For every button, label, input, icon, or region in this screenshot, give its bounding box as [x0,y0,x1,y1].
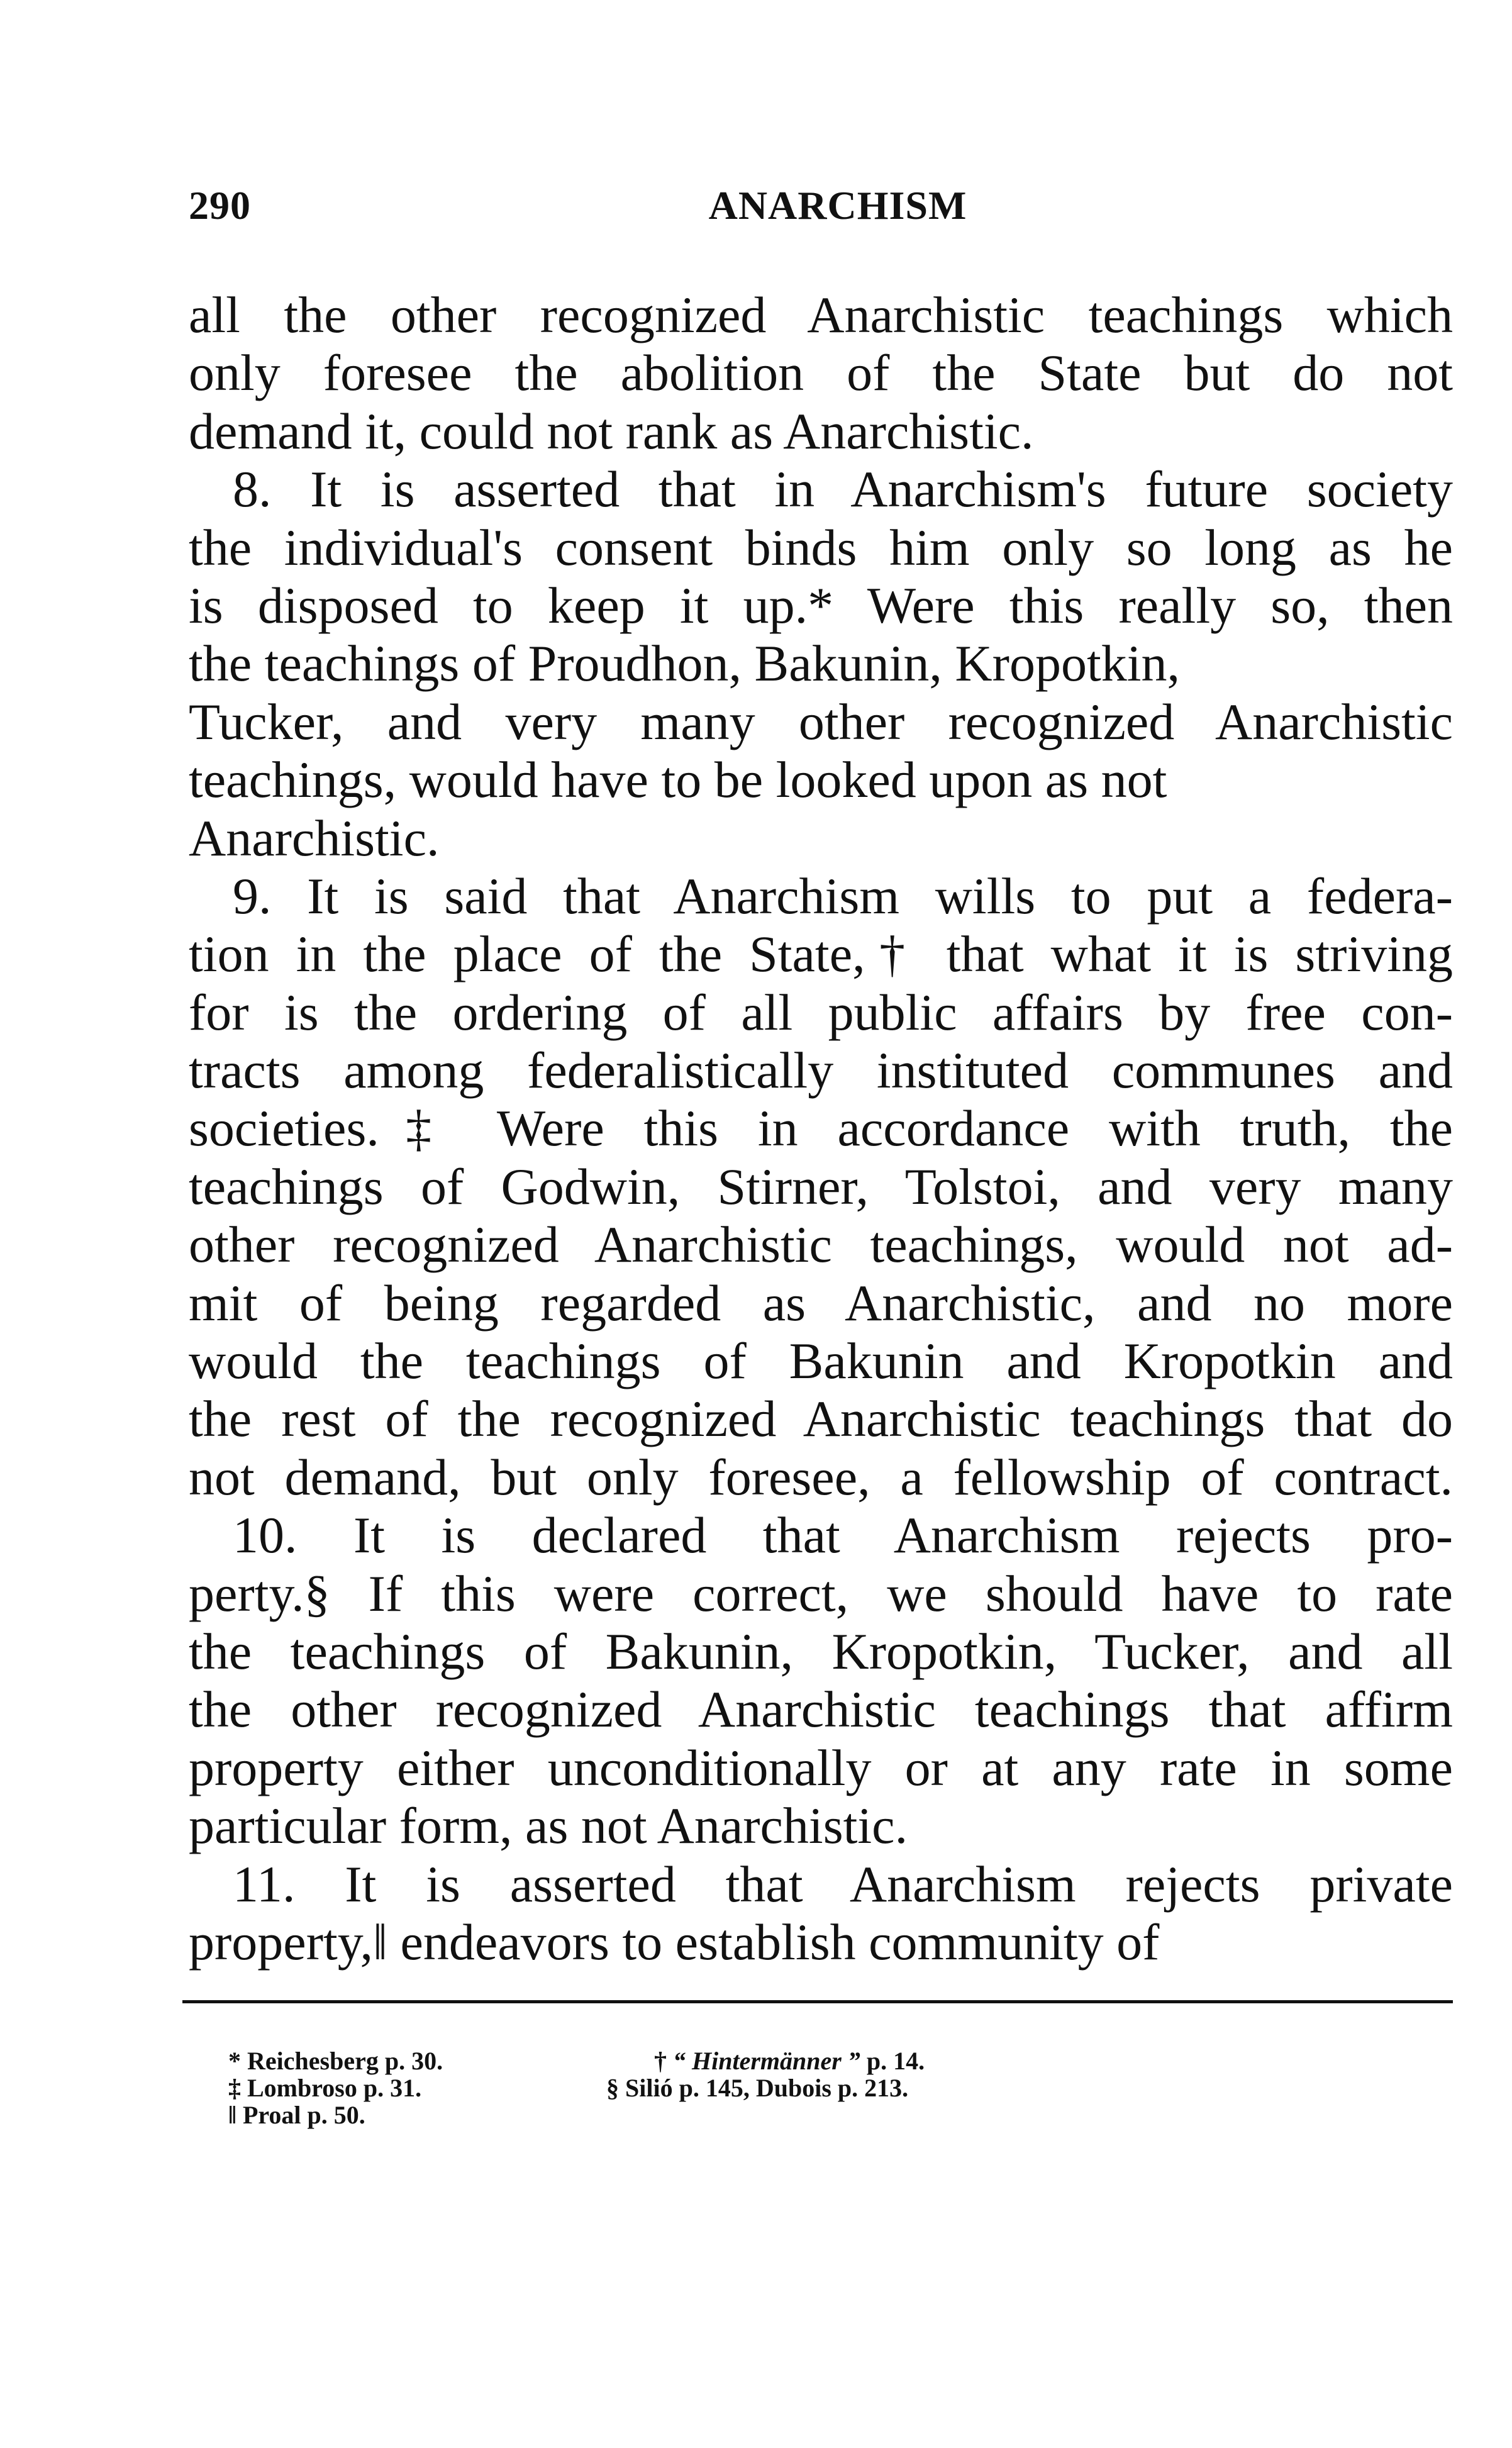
footnote-section: § Silió p. 145, Dubois p. 213. [606,2074,909,2102]
footnote-parallel: ‖ Proal p. 50. [228,2101,365,2129]
text-line: perty.§ If this were correct, we should have to rate [189,1564,1453,1622]
paragraph-9-start: 9. It is said that Anarchism wills to put a federa- [233,867,1453,925]
running-title: ANARCHISM [708,183,967,228]
text-line: property either unconditionally or at any rate in some [189,1739,1453,1796]
text-line: teachings of Godwin, Stirner, Tolstoi, and very many [189,1157,1453,1215]
text-line: not demand, but only foresee, a fellowship of contract. [189,1448,1453,1506]
text-line: the individual's consent binds him only so long as he [189,518,1453,576]
text-line: Anarchistic. [189,809,440,867]
text-line: the teachings of Proudhon, Bakunin, Kropotkin, [189,635,1181,693]
text-line: teachings, would have to be looked upon as not [189,751,1167,809]
text-line: Tucker, and very many other recognized Anarchistic [189,693,1453,750]
paragraph-8-start: 8. It is asserted that in Anarchism's future society [233,460,1453,518]
body-text [189,286,1453,1971]
footnote-rule [182,2000,1453,2003]
footnote-double-dagger: ‡ Lombroso p. 31. [228,2074,422,2102]
text-line: all the other recognized Anarchistic teachings which [189,286,1453,343]
text-line: the rest of the recognized Anarchistic teachings that do [189,1390,1453,1448]
footnote-dagger [654,2047,925,2074]
page-number: 290 [189,183,251,228]
paragraph-10-start: 10. It is declared that Anarchism rejects pro- [233,1506,1453,1564]
text-line: mit of being regarded as Anarchistic, and no more [189,1274,1453,1332]
text-line: other recognized Anarchistic teachings, would not ad- [189,1216,1453,1274]
dagger-mark: † [654,2047,667,2075]
text-line: only foresee the abolition of the State but do not [189,344,1453,402]
text-line: societies.‡ Were this in accordance with truth, the [189,1099,1453,1157]
paragraph-11-start: 11. It is asserted that Anarchism rejects private [233,1855,1453,1913]
text-line: is disposed to keep it up.* Were this really so, then [189,576,1453,634]
dagger-title: “ Hintermänner ” [673,2047,860,2075]
text-line: for is the ordering of all public affairs by free con- [189,983,1453,1041]
text-line: demand it, could not rank as Anarchistic. [189,402,1034,460]
text-line: the other recognized Anarchistic teachings that affirm [189,1681,1453,1739]
text-line: the teachings of Bakunin, Kropotkin, Tucker, and all [189,1622,1453,1680]
footnote-star: * Reichesberg p. 30. [228,2047,443,2075]
text-line: would the teachings of Bakunin and Kropotkin and [189,1332,1453,1390]
text-line: particular form, as not Anarchistic. [189,1797,908,1855]
text-line: property,‖ endeavors to establish community of [189,1913,1160,1971]
text-line: tion in the place of the State,† that what it is striving [189,925,1453,983]
text-line: tracts among federalistically instituted communes and [189,1042,1453,1099]
dagger-page: p. 14. [866,2047,925,2075]
